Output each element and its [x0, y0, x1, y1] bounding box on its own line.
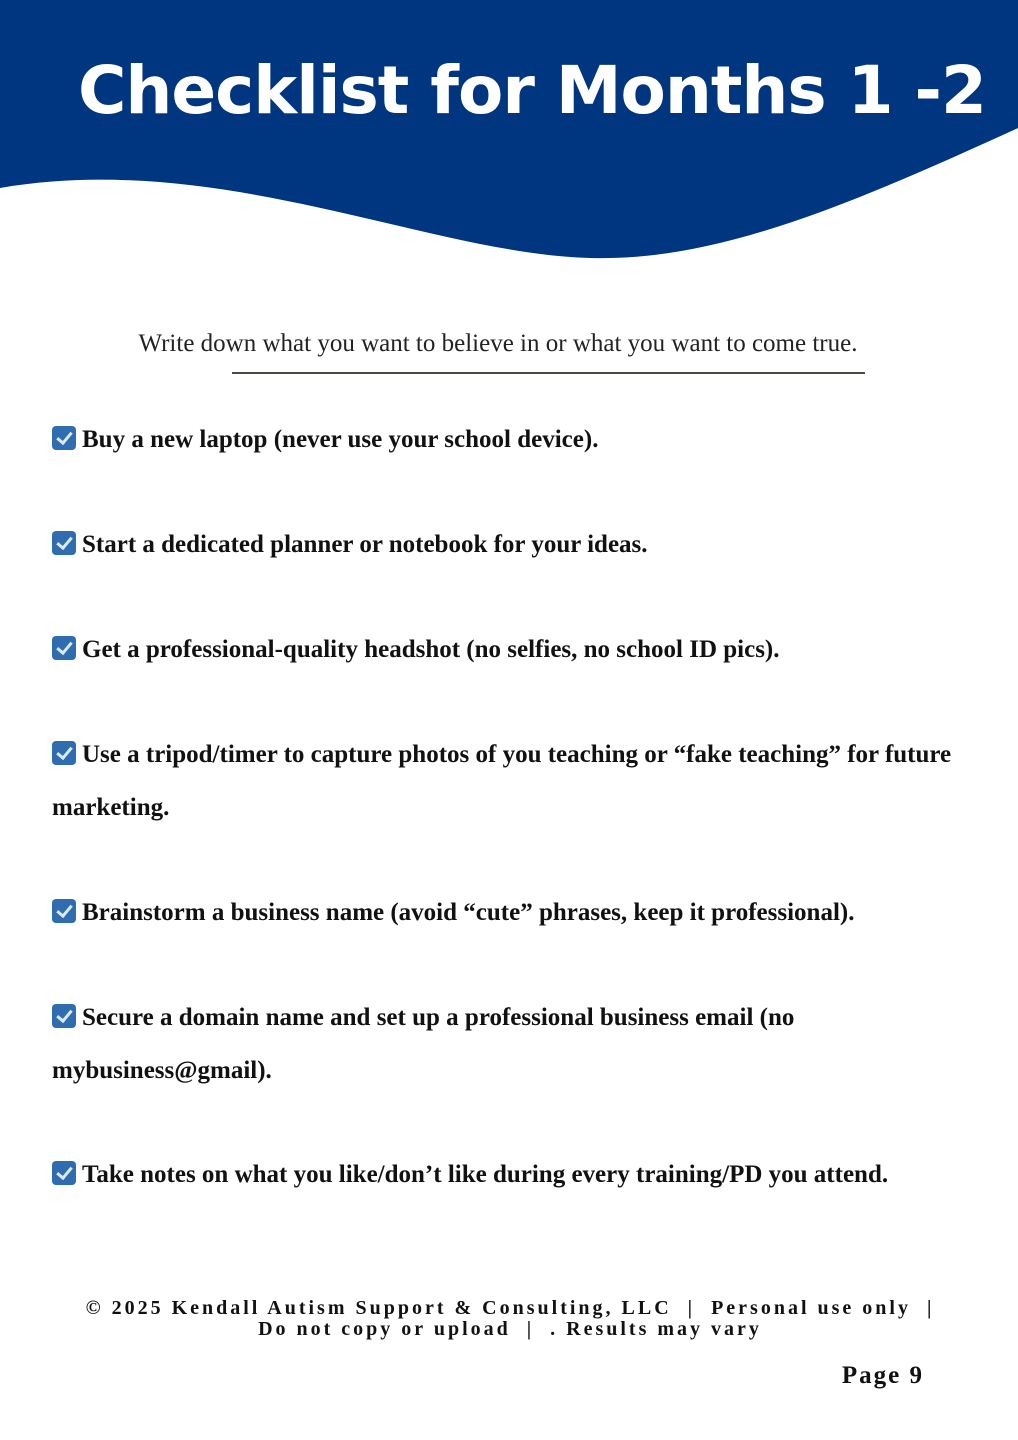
page-number: Page 9 — [841, 1362, 924, 1389]
intro-text: Write down what you want to believe in or what you want to come true. — [138, 330, 858, 357]
checkbox-checked-icon — [52, 531, 76, 555]
checkbox-checked-icon — [52, 1004, 76, 1028]
item-text: Buy a new laptop (never use your school device). — [82, 426, 599, 453]
checklist-item — [52, 991, 852, 1097]
checklist-item — [52, 1148, 972, 1201]
checkbox-checked-icon — [52, 899, 76, 923]
checklist-item — [52, 413, 952, 466]
header-wave-banner — [0, 0, 1018, 270]
checklist-item — [52, 728, 952, 834]
page-title: Checklist for Months 1 -2 — [78, 52, 986, 129]
checkbox-checked-icon — [52, 636, 76, 660]
item-text: Start a dedicated planner or notebook for your ideas. — [82, 531, 648, 558]
item-text: Brainstorm a business name (avoid “cute” phrases, keep it professional). — [82, 899, 855, 926]
checkbox-checked-icon — [52, 1161, 76, 1185]
checkbox-checked-icon — [52, 741, 76, 765]
footer-line-2: Do not copy or upload | . Results may vary — [258, 1318, 762, 1340]
checkbox-checked-icon — [52, 426, 76, 450]
item-text: Get a professional-quality headshot (no selfies, no school ID pics). — [82, 636, 780, 663]
item-text: Secure a domain name and set up a professional business email (no mybusiness@gmail). — [52, 1004, 795, 1084]
item-text: Take notes on what you like/don’t like during every training/PD you attend. — [82, 1161, 889, 1188]
item-text: Use a tripod/timer to capture photos of you teaching or “fake teaching” for future marketing. — [52, 741, 952, 821]
footer-line-1: © 2025 Kendall Autism Support & Consulting, LLC | Personal use only | — [85, 1297, 935, 1319]
writing-line — [232, 372, 865, 374]
checklist-item — [52, 886, 952, 939]
checklist-item — [52, 518, 952, 571]
copyright-footer — [60, 1298, 960, 1340]
checklist-item — [52, 623, 952, 676]
